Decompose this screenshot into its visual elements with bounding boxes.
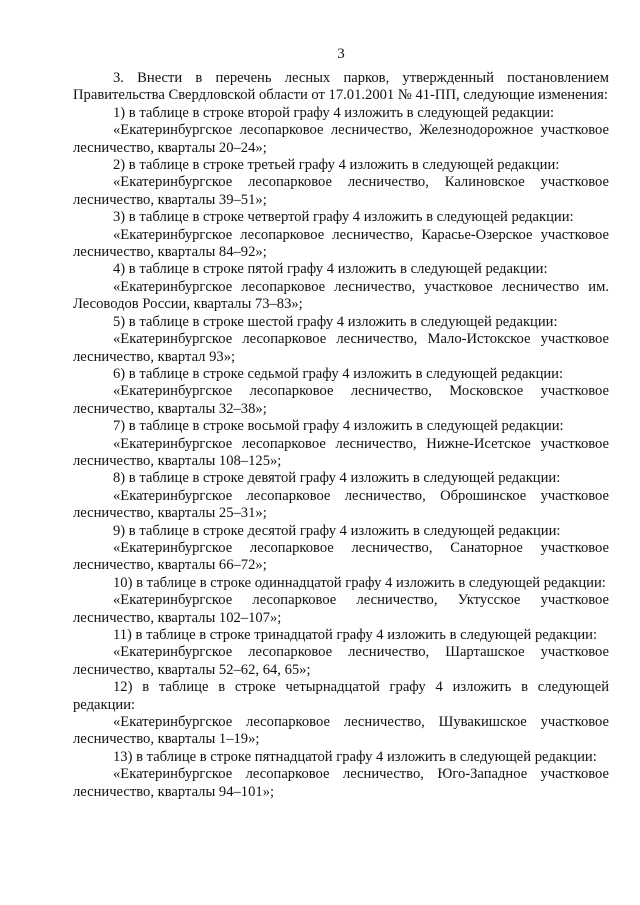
item-instruction: 1) в таблице в строке второй графу 4 изложить в следующей редакции: (113, 104, 555, 121)
item-instruction: 7) в таблице в строке восьмой графу 4 изложить в следующей редакции: (113, 418, 564, 435)
item-instruction: 5) в таблице в строке шестой графу 4 изложить в следующей редакции: (113, 313, 558, 330)
document-page (73, 0, 609, 801)
item-text: «Екатеринбургское лесопарковое лесничество, участковое лесничество им. Лесоводов России, кварталы 73–83»; (73, 278, 609, 313)
item-text: «Екатеринбургское лесопарковое лесничество, Мало-Истокское участковое лесничество, квартал 93»; (73, 331, 609, 365)
item-text: «Екатеринбургское лесопарковое лесничество, Юго-Западное участковое лесничество, кварталы 94–101»; (73, 766, 609, 800)
item-instruction: 3) в таблице в строке четвертой графу 4 изложить в следующей редакции: (113, 209, 574, 226)
item-text: «Екатеринбургское лесопарковое лесничество, Железнодорожное участковое лесничество, кварталы 20–24»; (73, 122, 609, 156)
item-instruction: 8) в таблице в строке девятой графу 4 изложить в следующей редакции: (113, 470, 561, 487)
item-text: «Екатеринбургское лесопарковое лесничество, Оброшинское участковое лесничество, кварталы 25–31»; (73, 487, 609, 522)
item-instruction: 2) в таблице в строке третьей графу 4 изложить в следующей редакции: (113, 157, 560, 174)
item-instruction: 9) в таблице в строке десятой графу 4 изложить в следующей редакции: (113, 522, 561, 539)
item-instruction: 13) в таблице в строке пятнадцатой графу 4 изложить в следующей редакции: (113, 748, 597, 765)
item-text: «Екатеринбургское лесопарковое лесничество, Нижне-Исетское участковое лесничество, кварталы 108–125»; (73, 435, 609, 469)
item-instruction: 10) в таблице в строке одиннадцатой графу 4 изложить в следующей редакции: (113, 574, 606, 591)
page-number: 3 (337, 46, 345, 62)
intro-paragraph: 3. Внести в перечень лесных парков, утвержденный постановлением Правительства Свердловской области от 17.01.2001 № 41-ПП, следующие изменения: (73, 70, 609, 104)
item-text: «Екатеринбургское лесопарковое лесничество, Карасье-Озерское участковое лесничество, кварталы 84–92»; (73, 226, 609, 261)
item-text: «Екатеринбургское лесопарковое лесничество, Калиновское участковое лесничество, кварталы 39–51»; (73, 174, 609, 208)
item-instruction: 6) в таблице в строке седьмой графу 4 изложить в следующей редакции: (113, 365, 564, 382)
item-text: «Екатеринбургское лесопарковое лесничество, Санаторное участковое лесничество, кварталы 66–72»; (73, 539, 609, 574)
item-text: «Екатеринбургское лесопарковое лесничество, Шарташское участковое лесничество, кварталы 52–62, 64, 65»; (73, 644, 609, 678)
item-instruction: 12) в таблице в строке четырнадцатой графу 4 изложить в следующей редакции: (73, 679, 609, 713)
item-text: «Екатеринбургское лесопарковое лесничество, Московское участковое лесничество, кварталы 32–38»; (73, 383, 609, 417)
item-instruction: 11) в таблице в строке тринадцатой графу 4 изложить в следующей редакции: (113, 627, 598, 643)
item-text: «Екатеринбургское лесопарковое лесничество, Шувакишское участковое лесничество, кварталы 1–19»; (73, 714, 609, 748)
item-instruction: 4) в таблице в строке пятой графу 4 изложить в следующей редакции: (113, 261, 548, 278)
item-text: «Екатеринбургское лесопарковое лесничество, Уктусское участковое лесничество, кварталы 102–107»; (73, 592, 609, 626)
amendments-list (73, 105, 609, 801)
